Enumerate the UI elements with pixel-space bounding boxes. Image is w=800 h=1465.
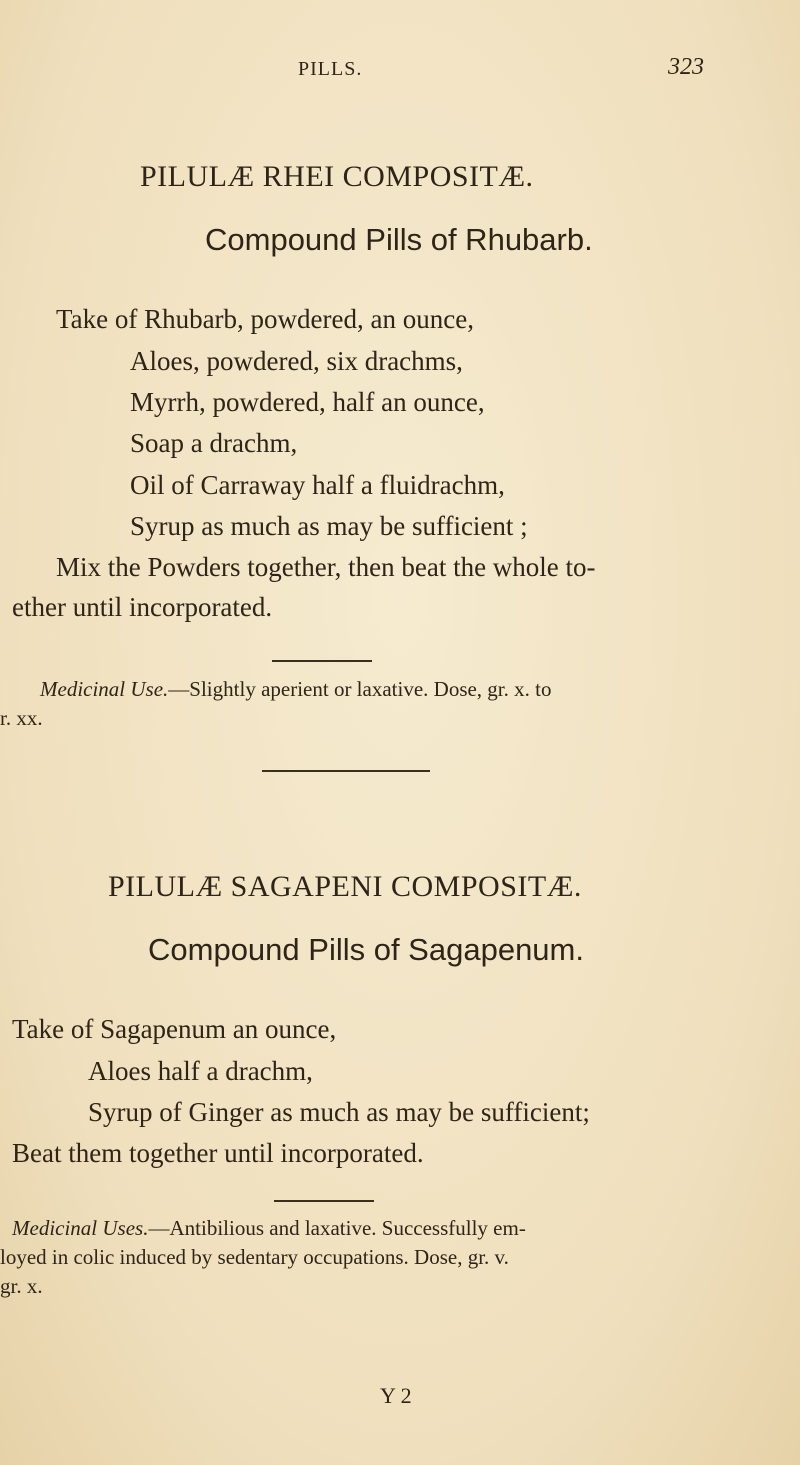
- medicinal-use: [40, 677, 551, 702]
- recipe-line: Oil of Carraway half a fluidrachm,: [130, 470, 505, 500]
- recipe-line: Aloes, powdered, six drachms,: [130, 346, 463, 376]
- signature-mark: Y 2: [380, 1383, 412, 1408]
- recipe-line: Mix the Powders together, then beat the whole to-: [56, 552, 596, 582]
- medicinal-uses-continued: gr. x.: [0, 1274, 43, 1298]
- recipe-line: Take of Rhubarb, powdered, an ounce,: [56, 304, 474, 334]
- recipe-line: Syrup as much as may be sufficient ;: [130, 511, 528, 541]
- section-divider: [272, 660, 372, 662]
- section-divider: [274, 1200, 374, 1202]
- medicinal-use-text: —Slightly aperient or laxative. Dose, gr. x. to: [168, 677, 552, 701]
- recipe-line: Soap a drachm,: [130, 428, 298, 458]
- recipe-line: ether until incorporated.: [12, 592, 273, 622]
- recipe-line: Aloes half a drachm,: [88, 1056, 313, 1086]
- medicinal-uses-label: Medicinal Uses.: [12, 1216, 149, 1240]
- section-2-subtitle: Compound Pills of Sagapenum.: [148, 932, 584, 967]
- section-divider: [262, 770, 430, 772]
- running-head: PILLS.: [298, 58, 363, 80]
- medicinal-uses-continued: loyed in colic induced by sedentary occupations. Dose, gr. v.: [0, 1245, 509, 1269]
- medicinal-use-continued: r. xx.: [0, 706, 43, 730]
- medicinal-use-label: Medicinal Use.: [40, 677, 169, 701]
- section-1-subtitle: Compound Pills of Rhubarb.: [205, 222, 593, 257]
- medicinal-uses-text: —Antibilious and laxative. Successfully em-: [148, 1216, 526, 1240]
- recipe-line: Syrup of Ginger as much as may be sufficient;: [88, 1097, 590, 1127]
- recipe-line: Beat them together until incorporated.: [12, 1138, 424, 1168]
- page-number: 323: [668, 54, 704, 80]
- recipe-line: Take of Sagapenum an ounce,: [12, 1014, 337, 1044]
- section-2-title: PILULÆ SAGAPENI COMPOSITÆ.: [108, 870, 582, 903]
- medicinal-uses: [12, 1216, 526, 1241]
- recipe-line: Myrrh, powdered, half an ounce,: [130, 387, 485, 417]
- section-1-title: PILULÆ RHEI COMPOSITÆ.: [140, 160, 534, 193]
